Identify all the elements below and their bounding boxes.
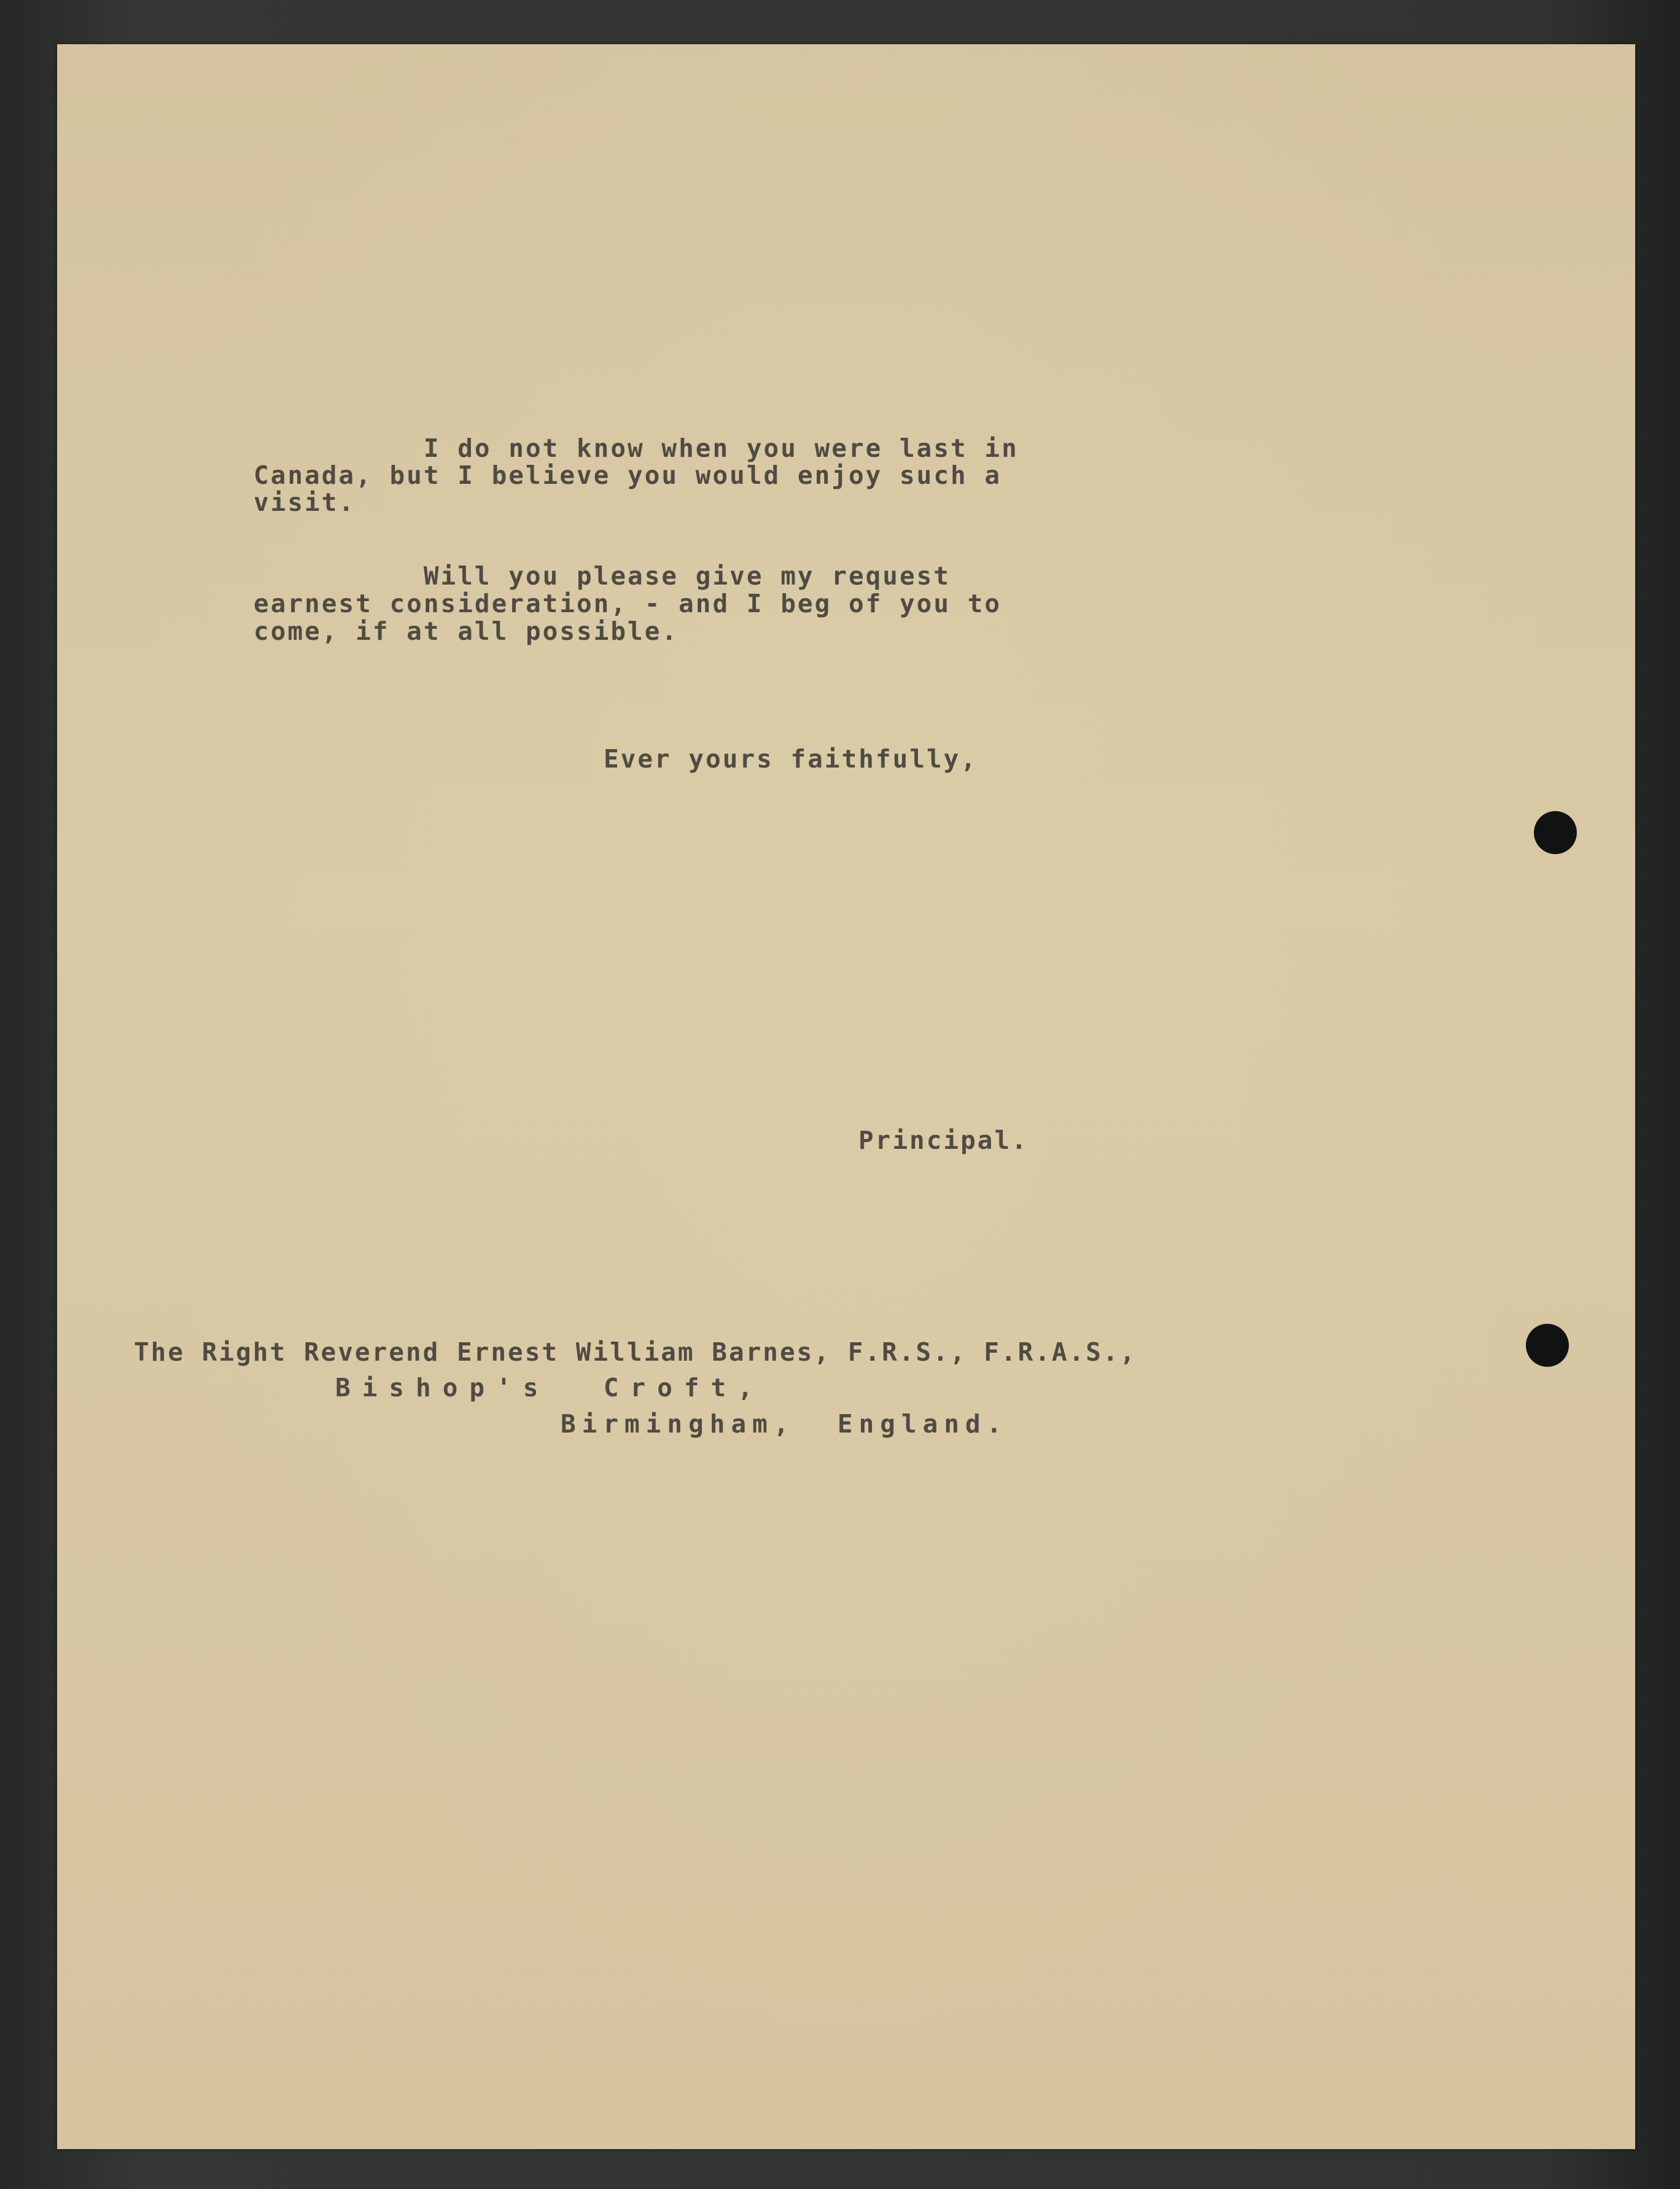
punch-hole-lower xyxy=(1526,1324,1569,1367)
paragraph-1-line-2: Canada, but I believe you would enjoy such a xyxy=(254,461,1002,490)
closing: Ever yours faithfully, xyxy=(604,744,978,774)
addressee-city: Birmingham, England. xyxy=(561,1409,1008,1439)
paragraph-2-line-2: earnest consideration, - and I beg of you to xyxy=(254,589,1002,618)
paragraph-1-line-3: visit. xyxy=(254,488,356,517)
addressee-name: The Right Reverend Ernest William Barnes, F.R.S., F.R.A.S., xyxy=(134,1337,1137,1367)
paragraph-1-line-1: I do not know when you were last in xyxy=(254,434,1019,463)
signature-title: Principal. xyxy=(858,1126,1029,1155)
letter-page xyxy=(57,44,1635,2149)
punch-hole-upper xyxy=(1534,811,1577,854)
paragraph-2-line-1: Will you please give my request xyxy=(254,561,951,591)
paragraph-2-line-3: come, if at all possible. xyxy=(254,616,679,646)
addressee-street: Bishop's Croft, xyxy=(335,1373,764,1402)
